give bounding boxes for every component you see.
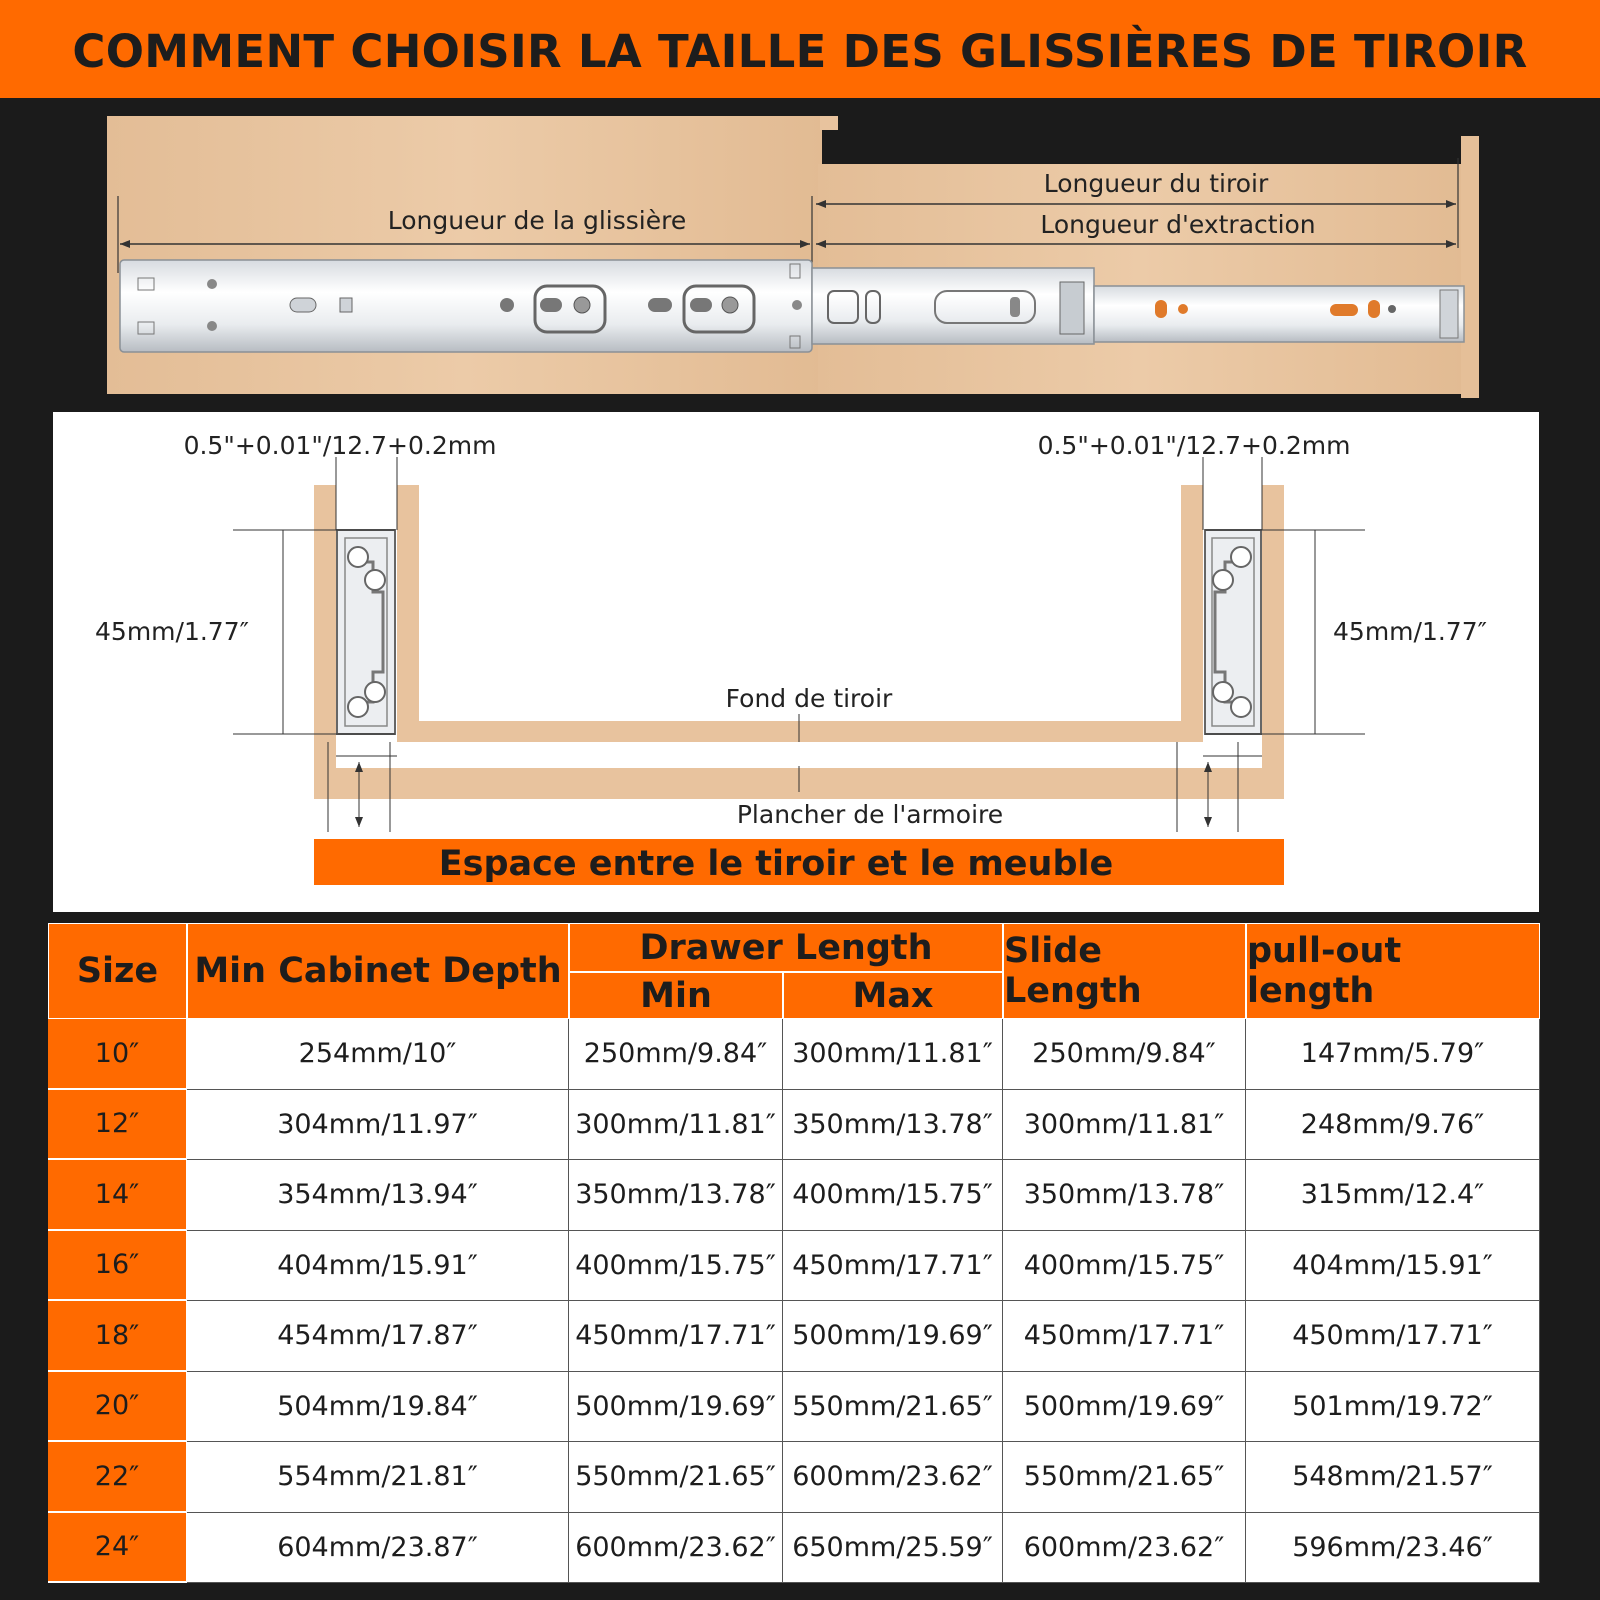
min-cell: 550mm/21.65″	[569, 1442, 783, 1513]
max-cell: 400mm/15.75″	[783, 1160, 1003, 1231]
header-drawer-length: Drawer Length	[569, 923, 1003, 972]
size-table	[48, 923, 1540, 1582]
gap-label-left: 0.5"+0.01"/12.7+0.2mm	[183, 431, 497, 460]
pull-cell: 315mm/12.4″	[1246, 1160, 1540, 1231]
slide-cell: 350mm/13.78″	[1003, 1160, 1246, 1231]
slide-illustration	[0, 98, 1600, 408]
height-label-right: 45mm/1.77″	[1333, 617, 1487, 646]
max-cell: 600mm/23.62″	[783, 1442, 1003, 1513]
header-min-cabinet-depth: Min Cabinet Depth	[187, 923, 569, 1019]
header-min: Min	[569, 972, 783, 1019]
slide-cell: 400mm/15.75″	[1003, 1231, 1246, 1302]
cabinet-floor-label: Plancher de l'armoire	[736, 800, 1004, 829]
size-cell: 10″	[48, 1019, 187, 1090]
max-cell: 350mm/13.78″	[783, 1090, 1003, 1161]
max-cell: 300mm/11.81″	[783, 1019, 1003, 1090]
depth-cell: 354mm/13.94″	[187, 1160, 569, 1231]
depth-cell: 554mm/21.81″	[187, 1442, 569, 1513]
drawer-length-label: Longueur du tiroir	[1043, 169, 1269, 198]
pull-cell: 548mm/21.57″	[1246, 1442, 1540, 1513]
slide-cell: 250mm/9.84″	[1003, 1019, 1246, 1090]
slide-length-label: Longueur de la glissière	[387, 206, 687, 235]
size-cell: 12″	[48, 1090, 187, 1161]
min-cell: 300mm/11.81″	[569, 1090, 783, 1161]
max-cell: 650mm/25.59″	[783, 1513, 1003, 1584]
slide-cell: 300mm/11.81″	[1003, 1090, 1246, 1161]
height-label-left: 45mm/1.77″	[95, 617, 249, 646]
depth-cell: 304mm/11.97″	[187, 1090, 569, 1161]
slide-profile-left	[337, 530, 395, 734]
depth-cell: 254mm/10″	[187, 1019, 569, 1090]
header-max: Max	[783, 972, 1003, 1019]
depth-cell: 404mm/15.91″	[187, 1231, 569, 1302]
depth-cell: 454mm/17.87″	[187, 1301, 569, 1372]
size-cell: 20″	[48, 1372, 187, 1443]
header-pull-out-length: pull-out length	[1246, 923, 1540, 1019]
slide-cell: 500mm/19.69″	[1003, 1372, 1246, 1443]
slide-cell: 600mm/23.62″	[1003, 1513, 1246, 1584]
cabinet-walls	[314, 485, 1284, 799]
min-cell: 600mm/23.62″	[569, 1513, 783, 1584]
pull-cell: 147mm/5.79″	[1246, 1019, 1540, 1090]
header-size: Size	[48, 923, 187, 1019]
size-cell: 24″	[48, 1513, 187, 1584]
min-cell: 400mm/15.75″	[569, 1231, 783, 1302]
pull-cell: 450mm/17.71″	[1246, 1301, 1540, 1372]
size-cell: 14″	[48, 1160, 187, 1231]
slide-cell: 550mm/21.65″	[1003, 1442, 1246, 1513]
min-cell: 500mm/19.69″	[569, 1372, 783, 1443]
pull-cell: 596mm/23.46″	[1246, 1513, 1540, 1584]
min-cell: 350mm/13.78″	[569, 1160, 783, 1231]
size-cell: 22″	[48, 1442, 187, 1513]
drawer-bottom-label: Fond de tiroir	[725, 684, 893, 713]
page-title: COMMENT CHOISIR LA TAILLE DES GLISSIÈRES DE TIROIR	[72, 25, 1528, 78]
max-cell: 500mm/19.69″	[783, 1301, 1003, 1372]
drawer-front	[1461, 136, 1479, 398]
depth-cell: 504mm/19.84″	[187, 1372, 569, 1443]
cross-section-svg	[53, 412, 1539, 912]
pull-cell: 248mm/9.76″	[1246, 1090, 1540, 1161]
slide-profile-right	[1205, 530, 1261, 734]
max-cell: 450mm/17.71″	[783, 1231, 1003, 1302]
max-cell: 550mm/21.65″	[783, 1372, 1003, 1443]
extension-length-label: Longueur d'extraction	[1040, 210, 1316, 239]
cross-section-diagram	[53, 412, 1539, 912]
min-cell: 450mm/17.71″	[569, 1301, 783, 1372]
size-cell: 16″	[48, 1231, 187, 1302]
min-cell: 250mm/9.84″	[569, 1019, 783, 1090]
pull-cell: 501mm/19.72″	[1246, 1372, 1540, 1443]
gap-banner-text: Espace entre le tiroir et le meuble	[438, 844, 1114, 884]
size-cell: 18″	[48, 1301, 187, 1372]
slide-rail-outer	[120, 260, 812, 352]
slide-cell: 450mm/17.71″	[1003, 1301, 1246, 1372]
header-slide-length: Slide Length	[1003, 923, 1246, 1019]
depth-cell: 604mm/23.87″	[187, 1513, 569, 1584]
pull-cell: 404mm/15.91″	[1246, 1231, 1540, 1302]
gap-label-right: 0.5"+0.01"/12.7+0.2mm	[1037, 431, 1351, 460]
